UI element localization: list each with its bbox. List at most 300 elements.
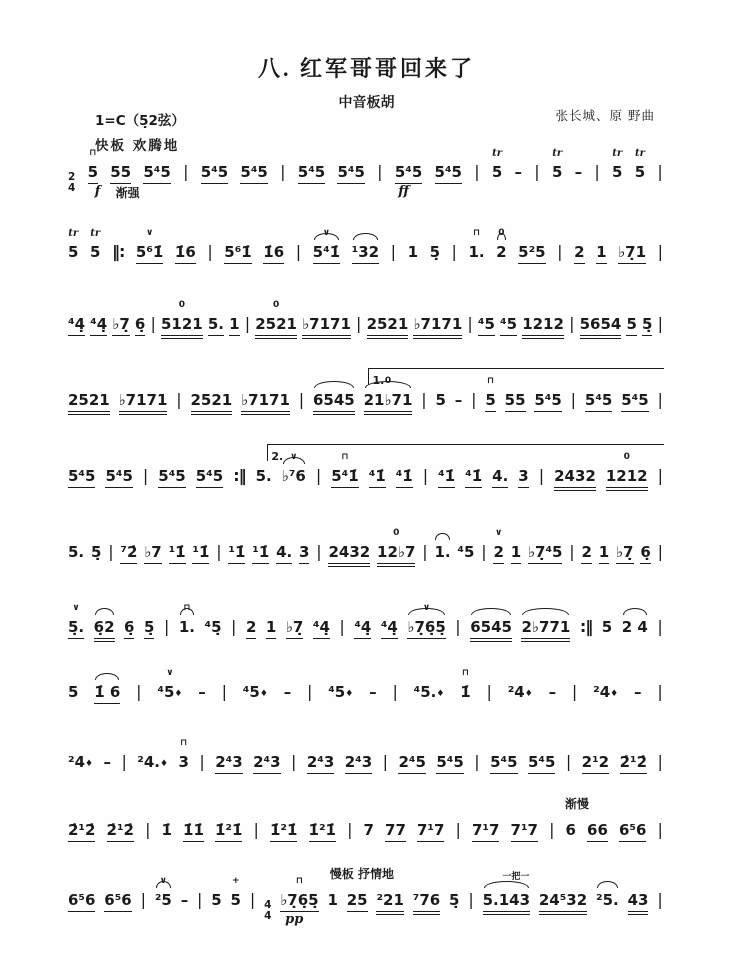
barline: | <box>422 466 429 485</box>
note-group: 3 <box>299 541 309 564</box>
note-group: 55 <box>110 161 131 184</box>
harmonic-diamond-icon: ♦ <box>160 759 169 769</box>
articulation-mark: ∨ <box>145 228 154 238</box>
barline: | <box>244 314 251 333</box>
slur-arc <box>95 673 119 680</box>
barline: | <box>356 314 362 333</box>
note-group: 6⁵6 <box>619 819 646 842</box>
barline: | <box>392 682 398 701</box>
note-group: 3 <box>518 465 528 488</box>
note-group: ⁴4̣ <box>68 313 85 336</box>
note-group: 2432 <box>328 541 370 564</box>
articulation-mark: ∨ <box>166 668 174 678</box>
note-group: 25 <box>347 889 368 912</box>
note-group: 1 <box>327 891 338 909</box>
slur-arc <box>597 881 618 888</box>
barline: | <box>280 162 286 181</box>
barline: | <box>481 542 487 561</box>
note-group: ²5. <box>596 889 619 911</box>
note-group: 2432 <box>554 465 596 488</box>
barline: | <box>467 314 473 333</box>
note-group: ²4♦ <box>68 753 94 771</box>
note-group: 5⁴5 <box>585 389 612 412</box>
barline: | <box>207 242 213 261</box>
volta-number: 2. <box>271 450 284 463</box>
duration-dash: – <box>574 163 583 181</box>
note-group: 2 ∨ <box>493 541 503 564</box>
note-group: 2⁴3 <box>253 751 280 774</box>
note-group: ⁴1̇ <box>369 465 386 488</box>
note-group: ⁴5♦ ∨ <box>157 668 183 701</box>
time-signature <box>264 900 271 922</box>
note-group: ⁴5 <box>500 313 517 336</box>
note-group: ¹1̇ <box>192 541 209 564</box>
repeat-close-sign: :‖ <box>579 617 593 636</box>
barline: | <box>657 752 663 771</box>
note-group: ⁴1̇ <box>438 465 455 488</box>
slur-arc <box>95 608 114 615</box>
barline: | <box>183 162 189 181</box>
score-line-8 <box>68 668 663 703</box>
volta-number: 1. <box>372 374 385 387</box>
note-group: 1̇ 6 <box>94 681 120 704</box>
volta-bracket <box>368 368 664 385</box>
note-group: 3 ⊓ <box>178 738 189 771</box>
barline: | <box>339 617 345 636</box>
note-group: 5⁶1̇ ∨ <box>136 241 163 264</box>
note-group: ¹1̇ <box>252 541 269 564</box>
barline: | <box>474 162 480 181</box>
note-group: 1̇ ⊓ <box>460 668 471 701</box>
note-group: 5 <box>601 618 613 636</box>
note-group: 6545 <box>470 616 512 639</box>
harmonic-diamond-icon: ♦ <box>345 689 354 699</box>
articulation-mark: ⊓ <box>341 452 349 462</box>
barline: | <box>145 820 151 839</box>
barline: | <box>569 314 575 333</box>
barline: | <box>549 820 555 839</box>
articulation-mark: ⊓ <box>180 738 188 748</box>
instrument-subtitle: 中音板胡 <box>338 95 395 111</box>
note-group: 1̇²1̇ <box>309 819 336 842</box>
note-group: 5 <box>626 313 636 336</box>
note-group: 4. <box>276 541 292 564</box>
barline: | <box>249 890 256 909</box>
note-group: ¹1̇ <box>169 541 186 564</box>
barline: | <box>142 466 149 485</box>
expression-annotation: 渐强 <box>115 186 140 200</box>
note-group: 5⁴5 <box>143 161 170 184</box>
articulation-mark: ∨ <box>290 452 298 462</box>
note-group: 4. <box>492 465 508 488</box>
articulation-mark: 0 <box>178 300 186 310</box>
barline: | <box>569 542 575 561</box>
duration-dash: – <box>198 683 206 701</box>
note-group: ♭7̣6̣5̣ ⊓ <box>280 889 318 912</box>
barline: | <box>108 542 114 561</box>
note-group: 21♭71 0 <box>364 389 413 412</box>
note-group: ⁷2̇ <box>120 541 137 564</box>
note-group: ♭7171 <box>413 313 462 336</box>
note-group: 5⁴5 <box>201 161 228 184</box>
note-group: 5 ⊓ <box>485 389 495 412</box>
volta-bracket <box>267 444 664 461</box>
note-group: ⁴5♦ <box>242 683 268 701</box>
note-group: ♭7171 <box>302 313 351 336</box>
barline: | <box>657 890 663 909</box>
barline: | <box>571 682 578 701</box>
note-group: 5⁴5 <box>68 465 95 488</box>
note-group: 5⁴5 <box>621 389 648 412</box>
barline: | <box>197 890 203 909</box>
note-group: 5654 <box>580 313 622 336</box>
barline: | <box>486 682 492 701</box>
articulation-mark: 0 <box>393 528 400 538</box>
articulation-mark: 0 <box>623 452 630 462</box>
note-group: 12♭7 0 <box>377 541 415 564</box>
articulation-mark: ∨ <box>422 603 431 613</box>
barline: | <box>140 890 146 909</box>
note-group: 2521 <box>367 313 409 336</box>
note-group: 5²5 <box>518 241 545 264</box>
note-group: ²21 <box>376 889 403 912</box>
trill-mark: tr <box>90 228 101 239</box>
note-group: 1 <box>511 541 521 564</box>
note-group: 1 <box>599 541 609 564</box>
articulation-mark: 0 <box>384 376 392 386</box>
barline: | <box>231 617 237 636</box>
score-line-2 <box>68 228 663 263</box>
note-group: ²5 ∨ <box>154 876 172 909</box>
note-group: ²4♦ <box>507 683 533 701</box>
barline: | <box>657 390 663 409</box>
harmonic-diamond-icon: ♦ <box>174 689 183 699</box>
note-group: 5̣ <box>144 616 154 639</box>
trill-mark: tr <box>552 148 563 159</box>
barline: | <box>295 242 302 261</box>
note-group: 2̇¹2̇ <box>620 751 647 774</box>
note-group: 7¹7 <box>511 819 538 842</box>
repeat-open-sign: ‖: <box>111 242 125 261</box>
note-group: 1212 0 <box>606 465 648 488</box>
note-group: ²4.♦ <box>137 753 169 771</box>
note-group: ♭7̣ <box>616 541 634 564</box>
articulation-mark: 0 <box>272 300 280 310</box>
note-group: ♭7171 <box>119 389 168 412</box>
barline: | <box>382 752 389 771</box>
articulation-mark: ⊓ <box>89 148 97 158</box>
barline: | <box>136 682 142 701</box>
note-group: 1. ⊓ <box>468 228 485 261</box>
barline: | <box>455 820 461 839</box>
harmonic-diamond-icon: ♦ <box>436 689 445 699</box>
note-group: ♭7 <box>144 541 162 564</box>
note-group: ⁴5 <box>457 543 475 561</box>
trill-mark: tr <box>492 148 503 159</box>
duration-dash: – <box>634 683 642 701</box>
note-group: 5⁴5 <box>158 465 185 488</box>
barline: | <box>216 542 222 561</box>
dynamic-marking: f <box>94 184 101 199</box>
note-group: 5. <box>208 313 224 336</box>
score-line-9 <box>68 738 663 773</box>
note-group: ⁴4̣ <box>354 616 371 639</box>
note-group: ⁴4̣ <box>381 616 398 639</box>
barline: | <box>150 314 156 333</box>
note-group: 77 <box>385 819 406 842</box>
note-group: 5⁶1̇ <box>224 241 251 264</box>
barline: | <box>657 466 663 485</box>
note-group: ⁴5 <box>478 313 495 336</box>
harmonic-diamond-icon: ♦ <box>610 689 619 699</box>
note-group: 24⁵32 <box>539 889 587 912</box>
tempo-annotation: 慢板 抒情地 <box>329 867 394 881</box>
barline: | <box>474 752 480 771</box>
duration-dash: – <box>283 683 292 701</box>
note-group: 5 + <box>230 876 241 909</box>
note-group: ♭7171 <box>241 389 290 412</box>
barline: | <box>221 682 227 701</box>
note-group: 5 tr <box>68 228 79 261</box>
note-group: 5⁴5 <box>337 161 364 184</box>
note-group: 6⁵6 <box>104 889 131 912</box>
articulation-mark: ⊓ <box>486 376 495 386</box>
articulation-mark: ∨ <box>159 876 167 886</box>
harmonic-diamond-icon: ♦ <box>259 689 268 699</box>
note-group: ♭7̣6̣5̣ ∨ <box>407 616 445 639</box>
note-group: 1 <box>596 241 606 264</box>
note-group: 5 tr <box>491 148 503 181</box>
note-group: 2⁴3 <box>215 751 242 774</box>
note-group: 5̣ <box>449 891 460 909</box>
duration-dash: – <box>369 683 377 701</box>
note-group: 5⁴1̇ ∨ <box>313 241 340 264</box>
note-group: ♭7̣⁴5 <box>528 541 563 564</box>
note-group: 1 <box>407 243 419 261</box>
note-group: 5⁴5 <box>436 751 463 774</box>
duration-dash: – <box>514 163 523 181</box>
note-group: 7¹7 <box>472 819 499 842</box>
note-group: 5 tr <box>634 148 646 181</box>
note-group: 5⁴5 <box>435 161 462 184</box>
note-group: 5 tr <box>551 148 563 181</box>
score-line-3 <box>68 300 663 335</box>
note-group: 2521 <box>191 389 233 412</box>
barline: | <box>468 890 474 909</box>
note-group: 5⁴5 <box>528 751 555 774</box>
time-sig-numerator: 4 <box>264 899 272 911</box>
barline: | <box>657 242 663 261</box>
note-group: 6545 <box>313 389 355 412</box>
duration-dash: – <box>180 891 189 909</box>
articulation-mark: ∨ <box>72 603 80 613</box>
articulation-mark: ∨ <box>322 228 331 238</box>
note-group: 5 tr <box>612 148 623 181</box>
duration-dash: – <box>103 753 112 771</box>
note-group: 2 0 <box>496 228 507 261</box>
note-group: 5. <box>255 467 272 485</box>
note-group: 43 <box>628 889 649 912</box>
note-group: 5̣ <box>429 243 440 261</box>
note-group: 6̣ <box>135 313 145 336</box>
note-group: 5̣ <box>642 313 652 336</box>
barline: | <box>121 752 127 771</box>
barline: | <box>377 162 383 181</box>
note-group: 2⁴5 <box>398 751 425 774</box>
dynamic-marking: pp <box>285 912 304 927</box>
note-group: 55 <box>505 389 526 412</box>
note-group: 1̇1̇ <box>183 819 204 842</box>
slur-arc <box>435 533 449 540</box>
duration-dash: – <box>454 391 463 409</box>
note-group: ¹32 <box>352 241 379 264</box>
key-signature: 1=C（5̣2弦） <box>95 113 185 129</box>
slur-arc <box>156 881 171 888</box>
note-group: 5.143 <box>483 889 530 912</box>
barline: | <box>594 162 600 181</box>
barline: | <box>534 162 540 181</box>
barline: | <box>538 466 545 485</box>
note-group: 1. ⊓ <box>178 603 195 636</box>
note-group: 6⁵6 <box>68 889 95 912</box>
barline: | <box>307 682 313 701</box>
note-group: ♭7̣ <box>112 313 130 336</box>
time-sig-denominator: 4 <box>68 182 76 195</box>
note-group: ²4♦ <box>593 683 619 701</box>
note-group: ⁷76 <box>413 889 440 912</box>
note-group: 2♭771 <box>521 616 570 639</box>
score-line-6 <box>68 528 663 563</box>
note-group: 5 <box>211 891 222 909</box>
duration-dash: – <box>548 683 557 701</box>
score-line-7 <box>68 603 663 638</box>
note-group: 6̣ <box>640 541 650 564</box>
note-group: 5⁴5 <box>534 389 561 412</box>
barline: | <box>657 162 663 181</box>
barline: | <box>199 752 205 771</box>
note-group: 2521 0 <box>255 313 297 336</box>
barline: | <box>163 617 170 636</box>
note-group: 1̇6 <box>263 241 284 264</box>
slur-arc <box>180 608 194 615</box>
tempo-annotation: 渐慢 <box>564 797 589 811</box>
note-group: 1212 <box>522 313 564 336</box>
note-group: ⁴5̣ <box>204 618 222 636</box>
barline: | <box>455 617 461 636</box>
note-group: 6 <box>565 821 576 839</box>
barline: | <box>421 390 427 409</box>
slur-arc <box>408 608 444 615</box>
note-group: 5⁴5 <box>105 465 132 488</box>
note-group: 2 4 <box>622 616 648 638</box>
note-group: 2521 <box>68 389 110 412</box>
slur-arc <box>484 881 529 888</box>
slur-arc <box>623 608 647 615</box>
note-group: 6̣2 <box>94 616 115 639</box>
note-group: 1̇²1̇ <box>215 819 242 842</box>
barline: | <box>347 820 353 839</box>
barline: | <box>657 542 663 561</box>
articulation-mark: ⊓ <box>472 228 481 238</box>
barline: | <box>657 617 663 636</box>
note-group: 5 <box>435 391 446 409</box>
harmonic-diamond-icon: ♦ <box>524 689 533 699</box>
articulation-mark: ⊓ <box>295 876 303 886</box>
barline: | <box>315 466 322 485</box>
note-group: 5⁴5 <box>395 161 422 184</box>
note-group: ⁴4̣ <box>90 313 107 336</box>
note-group: ♭7̣1 <box>618 241 646 264</box>
note-group: 7 <box>363 821 374 839</box>
note-group: 1̇6 <box>175 241 196 264</box>
note-group: 5. <box>68 543 85 561</box>
note-group: 5 <box>68 683 79 701</box>
note-group: 5⁴5 <box>490 751 517 774</box>
score-line-5 <box>68 450 663 487</box>
note-group: ⁴5.♦ <box>413 683 445 701</box>
note-group: ⁴1̇ <box>396 465 413 488</box>
note-group: 1 <box>229 313 239 336</box>
piece-title: 八. 红军哥哥回来了 <box>257 56 475 81</box>
slur-arc <box>314 381 354 388</box>
score-line-4 <box>68 374 663 411</box>
barline: | <box>176 390 182 409</box>
score-line-1 <box>68 148 663 200</box>
articulation-mark: ∨ <box>495 528 503 538</box>
note-group: 2 <box>246 616 256 639</box>
slur-arc <box>497 233 505 240</box>
note-group: 2¹2 <box>582 751 609 774</box>
score-line-10 <box>68 797 663 841</box>
tempo-marking: 快板 欢腾地 <box>95 138 180 154</box>
barline: | <box>422 542 428 561</box>
note-group: 6̣ <box>124 616 134 639</box>
note-group: 2̇¹2̇ <box>107 819 134 842</box>
note-group: ¹1̇ <box>228 541 245 564</box>
barline: | <box>570 390 577 409</box>
note-group: 2̇¹2̇ <box>68 819 95 842</box>
note-group: 66 <box>587 819 608 842</box>
barline: | <box>253 820 259 839</box>
note-group: 2 <box>574 241 584 264</box>
note-group: 7¹7 <box>417 819 444 842</box>
barline: | <box>291 752 297 771</box>
barline: | <box>657 682 663 701</box>
slur-arc <box>471 608 511 615</box>
note-group: 1̇²1̇ <box>270 819 297 842</box>
barline: | <box>298 390 305 409</box>
trill-mark: tr <box>634 148 645 159</box>
note-group: ♭7̣ <box>286 616 304 639</box>
note-group: 1. <box>434 541 450 563</box>
note-group: 2⁴3 <box>307 751 334 774</box>
note-group: 5⁴5 <box>196 465 223 488</box>
barline: | <box>316 542 322 561</box>
dynamic-marking: ff <box>398 184 409 199</box>
trill-mark: tr <box>68 228 79 239</box>
articulation-mark: + <box>231 876 240 886</box>
note-group: ⁴5♦ <box>328 683 354 701</box>
time-sig-numerator: 2 <box>68 171 76 183</box>
note-group: 5̣ <box>90 543 102 561</box>
score-line-11 <box>68 867 663 927</box>
barline: | <box>657 314 663 333</box>
trill-mark: tr <box>612 148 623 159</box>
barline: | <box>451 242 457 261</box>
slur-arc <box>314 233 339 240</box>
note-group: ⁴4̣ <box>313 616 330 639</box>
slur-arc <box>353 233 378 240</box>
